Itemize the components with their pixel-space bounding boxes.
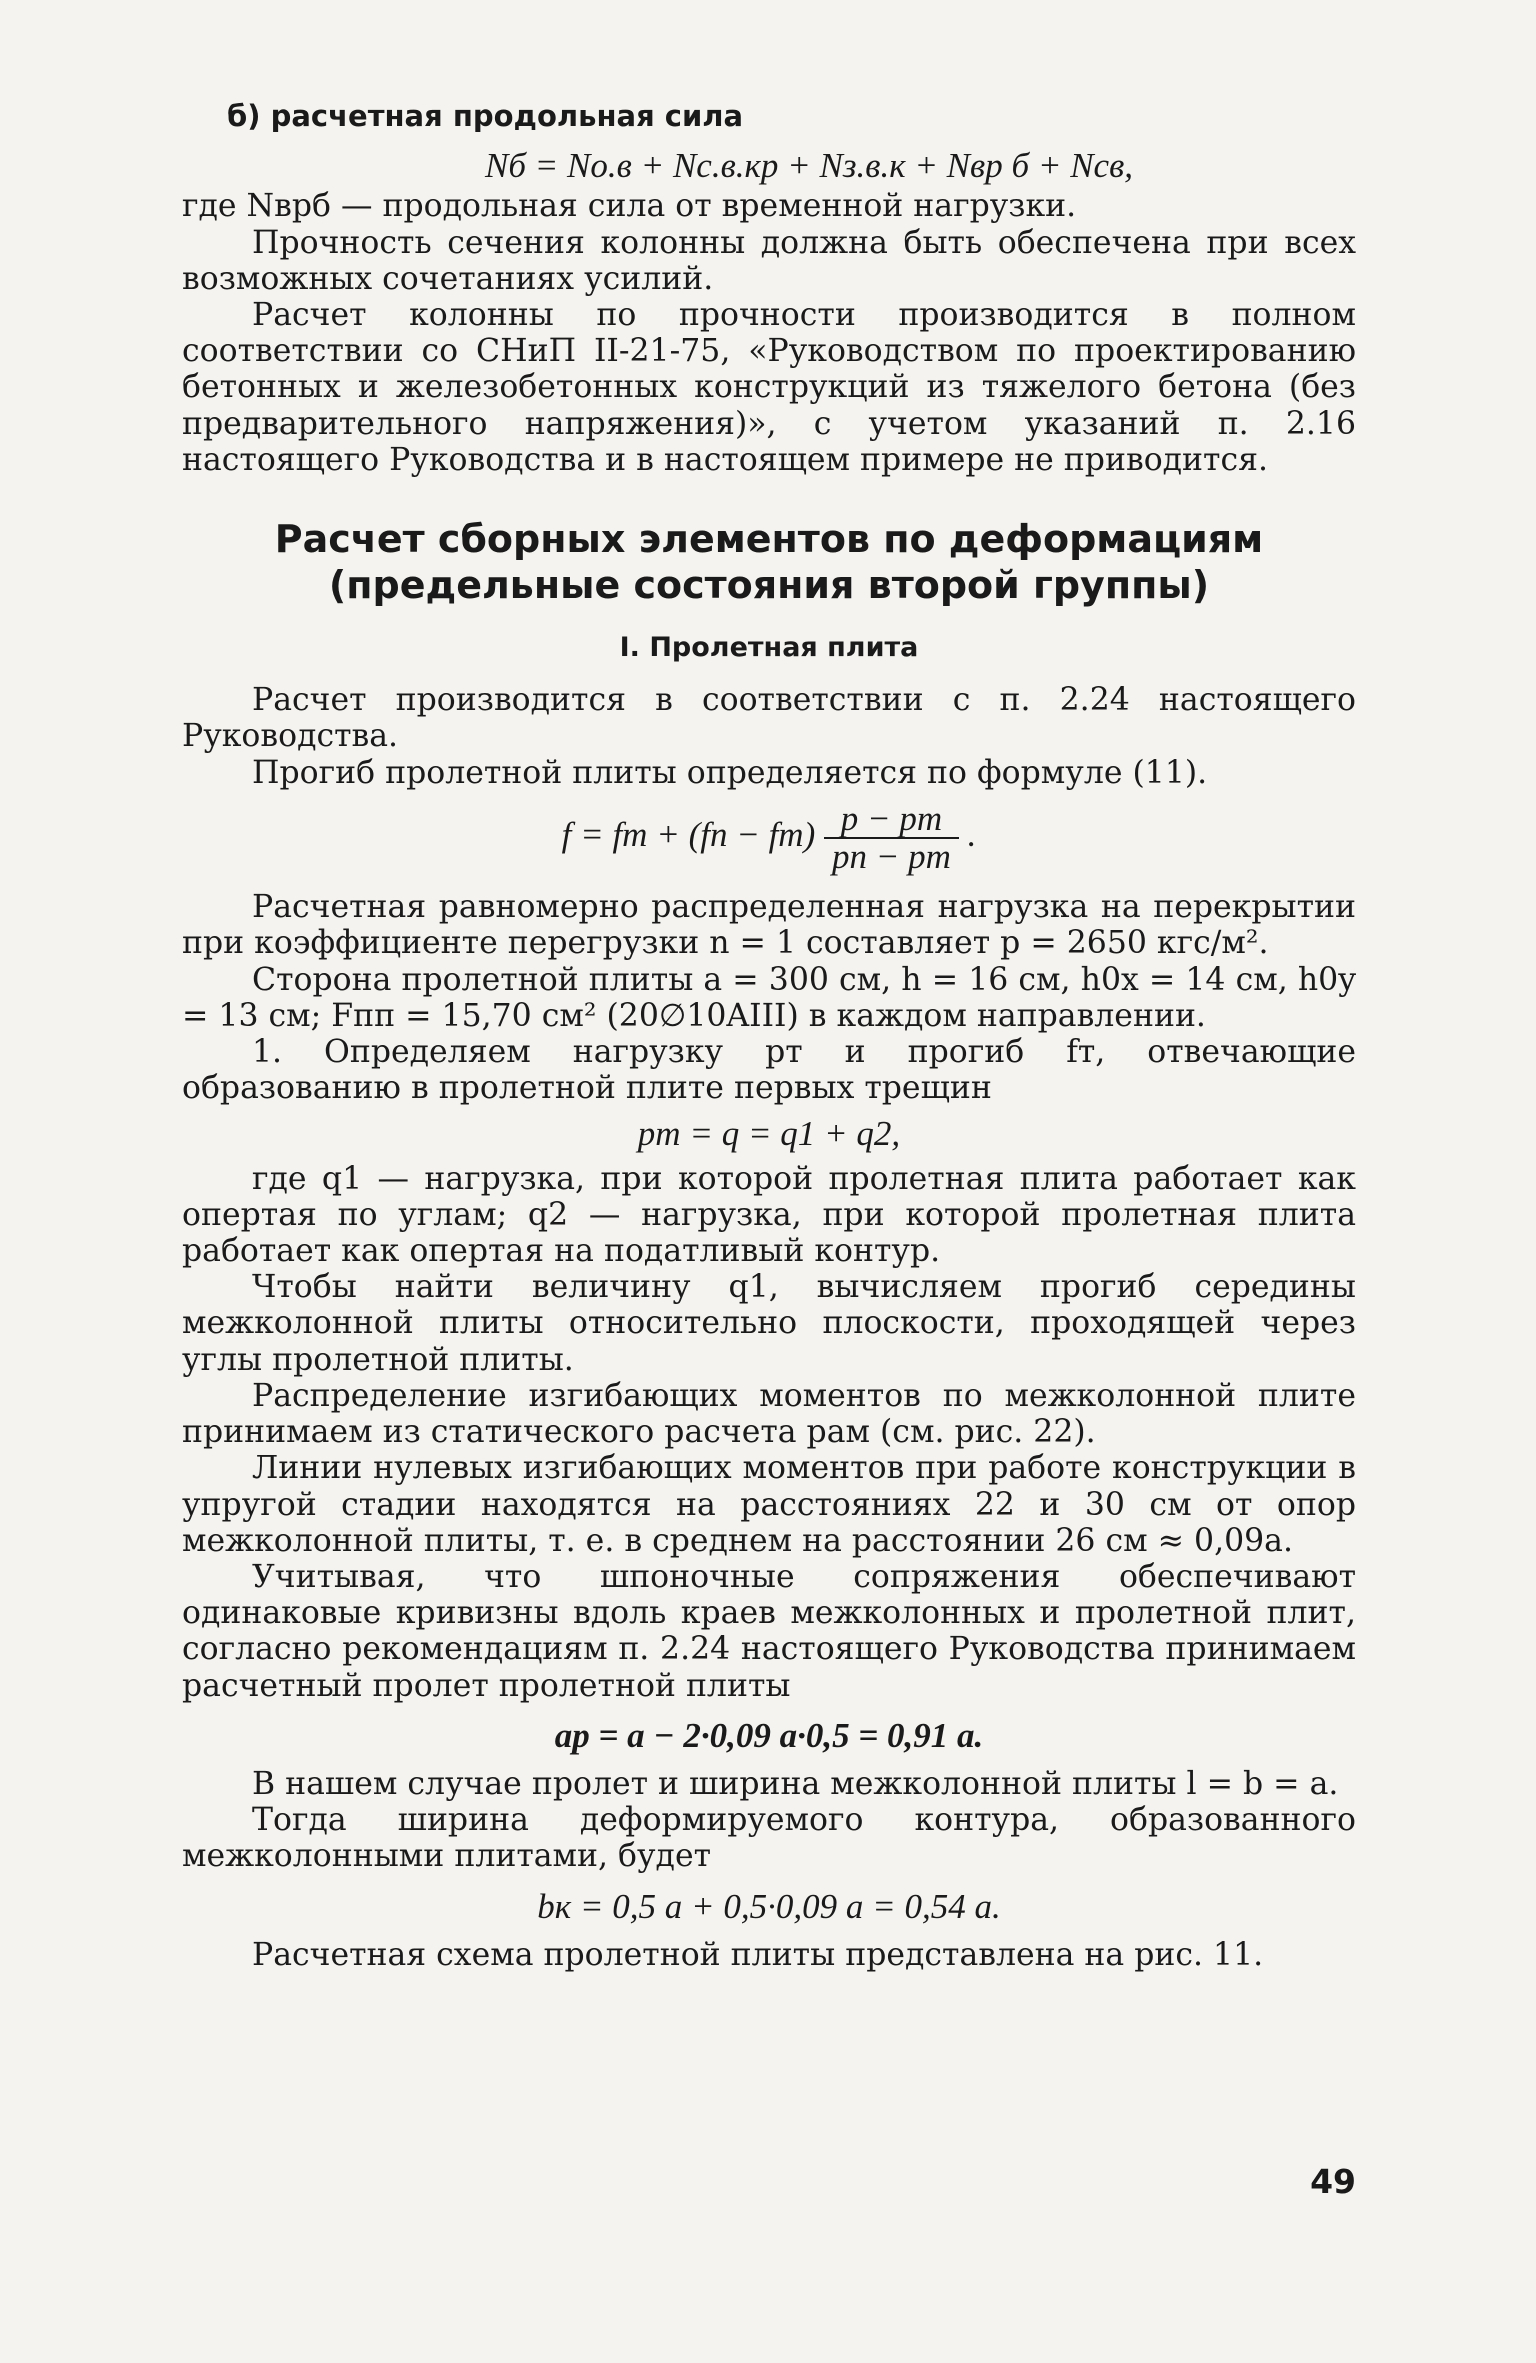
paragraph-to-find: Чтобы найти величину q1, вычисляем прогиб середины межколонной плиты относительно плоскости, проходящей через углы пролетной плиты. <box>182 1269 1356 1378</box>
formula-deflection <box>182 798 1356 877</box>
paragraph-calculation: Расчет колонны по прочности производится в полном соответствии со СНиП II-21-75, «Руководством по проектированию бетонных и железобетонных конструкций из тяжелого бетона (без предварительного напряжения)», с учетом указаний п. 2.16 настоящего Руководства и в настоящем примере не приводится. <box>182 297 1356 478</box>
item-b-title: б) расчетная продольная сила <box>227 99 744 133</box>
formula-ap: ap = a − 2·0,09 a·0,5 = 0,91 a. <box>554 1715 984 1755</box>
section-heading-line2: (предельные состояния второй группы) <box>328 563 1210 608</box>
formula-pt: pт = q = q1 + q2, <box>637 1114 901 1154</box>
formula-f-end: . <box>967 815 977 855</box>
subheading: I. Пролетная плита <box>619 632 919 664</box>
paragraph-where-q: где q1 — нагрузка, при которой пролетная плита работает как опертая по углам; q2 — нагрузка, при которой пролетная плита работает как опертая на податливый контур. <box>182 1160 1356 1270</box>
formula-f-denominator: pп − pт <box>831 837 951 877</box>
formula-nb: Nб = Nо.в + Nс.в.кр + Nз.в.к + Nвр б + Nсв, <box>484 146 1134 186</box>
paragraph-then: Тогда ширина деформируемого контура, образованного межколонными плитами, будет <box>182 1802 1356 1875</box>
paragraph-strength: Прочность сечения колонны должна быть обеспечена при всех возможных сочетаниях усилий. <box>182 224 1356 297</box>
section-heading-line1: Расчет сборных элементов по деформациям <box>274 517 1264 562</box>
paragraph-step1: 1. Определяем нагрузку pт и прогиб fт, отвечающие образованию в пролетной плите первых трещин <box>182 1034 1356 1107</box>
paragraph-where-nvrb: где Nврб — продольная сила от временной нагрузки. <box>182 188 1077 225</box>
formula-f-fraction <box>824 798 959 877</box>
formula-f-numerator: p − pт <box>824 801 959 839</box>
page-number: 49 <box>1310 2162 1356 2201</box>
paragraph-according: Расчет производится в соответствии с п. 2.24 настоящего Руководства. <box>182 682 1356 755</box>
paragraph-deflection: Прогиб пролетной плиты определяется по формуле (11). <box>252 754 1208 791</box>
formula-f-lhs: f = fт + (fп − fт) <box>561 815 816 855</box>
paragraph-our-case: В нашем случае пролет и ширина межколонной плиты l = b = a. <box>252 1765 1339 1802</box>
paragraph-lines: Линии нулевых изгибающих моментов при работе конструкции в упругой стадии находятся на расстояниях 22 и 30 см от опор межколонной плиты, т. е. в среднем на расстоянии 26 см ≈ 0,09a. <box>182 1450 1356 1559</box>
paragraph-distribution: Распределение изгибающих моментов по межколонной плите принимаем из статического расчета рам (см. рис. 22). <box>182 1377 1356 1451</box>
text-column <box>182 98 1356 1973</box>
paragraph-side: Сторона пролетной плиты a = 300 см, h = 16 см, h0x = 14 см, h0y = 13 см; Fпп = 15,70 см² (20∅10AIII) в каждом направлении. <box>182 961 1356 1034</box>
formula-bk: bк = 0,5 a + 0,5·0,09 a = 0,54 a. <box>537 1886 1001 1926</box>
paragraph-considering: Учитывая, что шпоночные сопряжения обеспечивают одинаковые кривизны вдоль краев межколонных и пролетной плит, согласно рекомендациям п. 2.24 настоящего Руководства принимаем расчетный пролет пролетной плиты <box>182 1558 1356 1704</box>
paragraph-scheme: Расчетная схема пролетной плиты представлена на рис. 11. <box>252 1936 1264 1973</box>
paragraph-load: Расчетная равномерно распределенная нагрузка на перекрытии при коэффициенте перегрузки n = 1 составляет p = 2650 кгс/м². <box>182 889 1356 962</box>
